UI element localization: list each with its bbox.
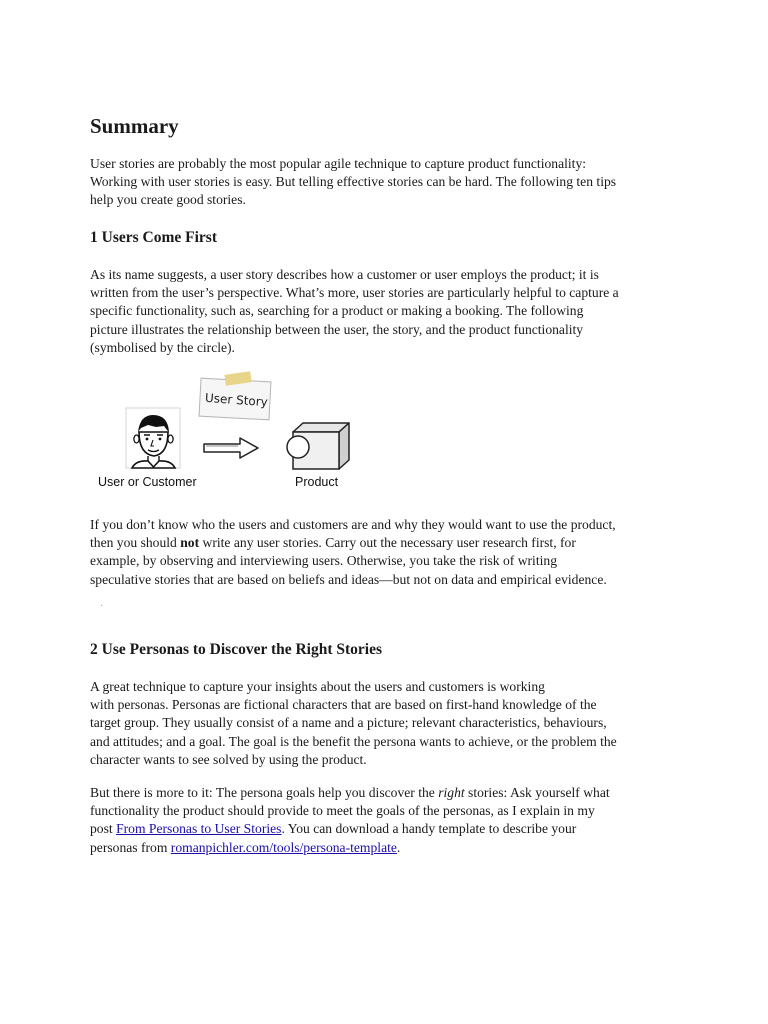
text-line: If you don’t know who the users and customers are and why they would want to use the product, [90, 517, 616, 532]
text-line [90, 820, 690, 838]
text-run: . You can download a handy template to describe your [281, 821, 577, 837]
user-or-customer-label: User or Customer [98, 475, 197, 489]
text-line: target group. They usually consist of a name and a picture; relevant characteristics, behaviours, [90, 715, 607, 731]
text-line: picture illustrates the relationship between the user, the story, and the product functionality [90, 321, 584, 337]
section-2-paragraph-2 [90, 784, 690, 857]
text-line: written from the user’s perspective. What’s more, user stories are particularly helpful to capture a [90, 285, 619, 301]
personas-to-user-stories-link[interactable]: From Personas to User Stories [116, 821, 282, 837]
page-title: Summary [90, 114, 179, 138]
text-run: personas from [90, 839, 171, 855]
stray-mark: · [100, 601, 104, 612]
section-1-heading: 1 Users Come First [90, 229, 217, 246]
text-line: speculative stories that are based on beliefs and ideas—but not on data and empirical evidence. [90, 571, 607, 587]
product-box-icon [287, 423, 349, 469]
text-line: User stories are probably the most popular agile technique to capture product functionality: [90, 156, 587, 171]
text-line: help you create good stories. [90, 192, 246, 208]
text-line: functionality the product should provide to meet the goals of the personas, as I explain in my [90, 803, 595, 819]
text-line: example, by observing and interviewing users. Otherwise, you take the risk of writing [90, 553, 557, 569]
arrow-right-icon [204, 438, 258, 458]
text-line: A great technique to capture your insights about the users and customers is working [90, 679, 545, 694]
text-run: post [90, 821, 117, 837]
intro-paragraph [90, 155, 690, 210]
emphasis-right: right [438, 785, 465, 800]
text-line [90, 534, 690, 552]
text-line: with personas. Personas are fictional characters that are based on first-hand knowledge of the [90, 697, 597, 713]
text-run: write any user stories. Carry out the necessary user research first, for [199, 535, 576, 551]
text-line [90, 784, 690, 802]
user-story-figure [90, 370, 370, 500]
emphasis-not: not [180, 535, 200, 551]
text-line: As its name suggests, a user story describes how a customer or user employs the product; it is [90, 267, 599, 282]
product-label: Product [295, 475, 339, 489]
section-2-heading: 2 Use Personas to Discover the Right Stories [90, 641, 383, 658]
text-run: . [396, 839, 401, 855]
text-line: (symbolised by the circle). [90, 339, 235, 355]
section-2-paragraph-1 [90, 678, 690, 769]
user-face-icon [126, 408, 180, 468]
persona-template-link[interactable]: romanpichler.com/tools/persona-template [170, 839, 397, 855]
text-line: character wants to see solved by using the product. [90, 751, 367, 767]
section-1-paragraph-1 [90, 266, 690, 357]
text-line [90, 839, 690, 857]
text-line: specific functionality, such as, searching for a product or making a booking. The following [90, 303, 584, 319]
user-story-note-label: User Story [204, 390, 269, 410]
text-line: Working with user stories is easy. But telling effective stories can be hard. The following ten tips [90, 174, 617, 190]
text-run: stories: Ask yourself what [464, 785, 610, 800]
text-line: and attitudes; and a goal. The goal is the benefit the persona wants to achieve, or the problem the [90, 733, 617, 749]
text-run: But there is more to it: The persona goals help you discover the [90, 785, 439, 800]
text-run: then you should [90, 535, 181, 551]
section-1-paragraph-2 [90, 516, 690, 589]
